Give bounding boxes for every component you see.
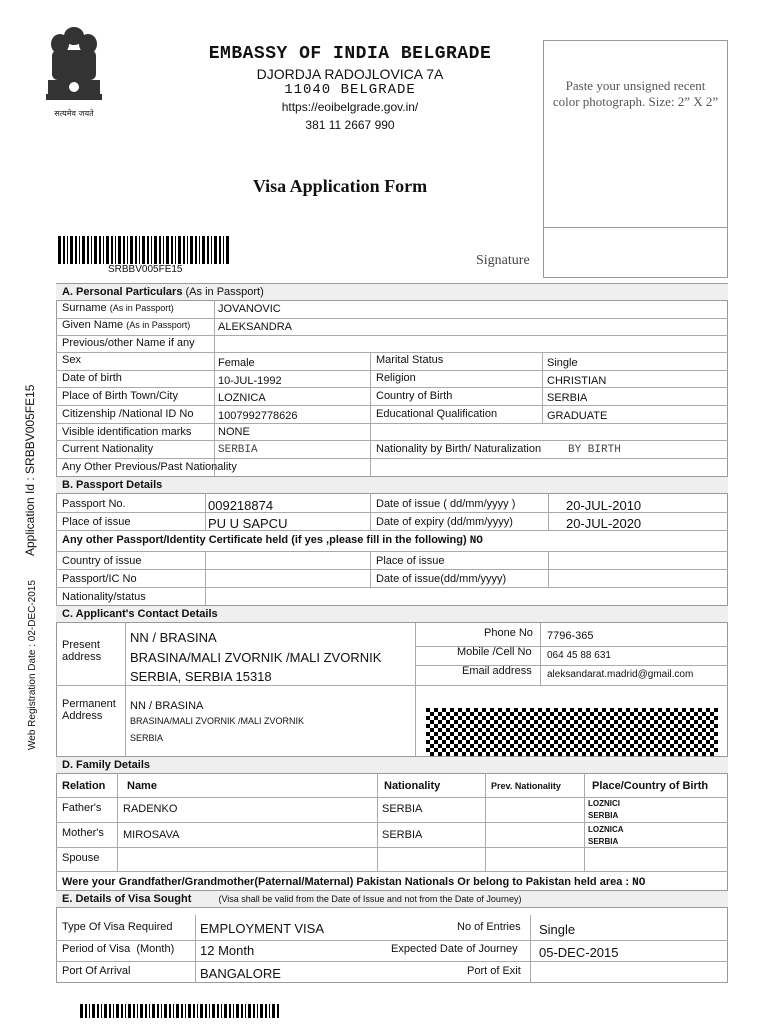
- col-prev-nationality: Prev. Nationality: [491, 781, 561, 791]
- section-d-header: D. Family Details: [56, 756, 728, 774]
- marks-value: NONE: [218, 426, 250, 438]
- place-of-issue-label: Place of issue: [62, 516, 131, 528]
- religion-value: CHRISTIAN: [547, 375, 607, 387]
- pob-label: Place of Birth Town/City: [62, 390, 178, 402]
- nationality-by-label: Nationality by Birth/ Naturalization: [376, 443, 542, 455]
- cob-label: Country of Birth: [376, 390, 453, 402]
- other-passport-question: Any other Passport/Identity Certificate held (if yes ,please fill in the following) NO: [62, 534, 483, 547]
- religion-label: Religion: [376, 372, 416, 384]
- bottom-barcode-image: [80, 1004, 280, 1018]
- citizenship-label: Citizenship /National ID No: [62, 408, 194, 420]
- sex-value: Female: [218, 357, 255, 369]
- application-id-vertical: Application Id : SRBBV005FE15: [23, 384, 37, 556]
- passport-no-label: Passport No.: [62, 498, 126, 510]
- cob-value: SERBIA: [547, 392, 588, 404]
- nationality-by-value: BY BIRTH: [568, 444, 621, 456]
- visa-period-value: 12 Month: [200, 943, 255, 958]
- marital-status-label: Marital Status: [376, 354, 444, 366]
- country-of-issue-label: Country of issue: [62, 555, 142, 567]
- nationality-value: SERBIA: [218, 444, 258, 456]
- father-place-city: LOZNICI: [588, 799, 620, 808]
- other-issue-date-label: Date of issue(dd/mm/yyyy): [376, 573, 507, 585]
- surname-value: JOVANOVIC: [218, 303, 281, 315]
- journey-date-value: 05-DEC-2015: [539, 945, 619, 960]
- issue-date-value: 20-JUL-2010: [566, 498, 642, 513]
- other-place-of-issue-label: Place of issue: [376, 555, 445, 567]
- spouse-relation: Spouse: [62, 852, 100, 864]
- mother-name: MIROSAVA: [123, 829, 180, 841]
- expiry-date-label: Date of expiry (dd/mm/yyyy): [376, 516, 513, 528]
- embassy-address-line1: DJORDJA RADOJLOVICA 7A: [256, 66, 444, 82]
- sex-label: Sex: [62, 354, 81, 366]
- embassy-address-line2: 11040 BELGRADE: [284, 82, 416, 98]
- present-address-line2: BRASINA/MALI ZVORNIK /MALI ZVORNIK: [130, 650, 382, 665]
- passport-no-value: 009218874: [208, 498, 274, 513]
- given-name-value: ALEKSANDRA: [218, 321, 292, 333]
- father-name: RADENKO: [123, 803, 178, 815]
- surname-label: Surname (As in Passport): [62, 302, 174, 314]
- place-of-issue-value: PU U SAPCU: [208, 516, 288, 531]
- section-e-header: E. Details of Visa Sought (Visa shall be valid from the Date of Issue and not from the Date of Journey): [56, 890, 728, 908]
- ic-no-label: Passport/IC No: [62, 573, 137, 585]
- col-nationality: Nationality: [384, 780, 441, 792]
- email-value: aleksandarat.madrid@gmail.com: [547, 669, 694, 680]
- col-place-of-birth: Place/Country of Birth: [592, 780, 709, 792]
- permanent-address-line2: BRASINA/MALI ZVORNIK /MALI ZVORNIK: [130, 716, 305, 726]
- other-nationality-label: Any Other Previous/Past Nationality: [62, 461, 237, 473]
- expiry-date-value: 20-JUL-2020: [566, 516, 642, 531]
- visa-type-value: EMPLOYMENT VISA: [200, 921, 325, 936]
- permanent-address-line3: SERBIA: [130, 733, 164, 743]
- port-arrival-value: BANGALORE: [200, 966, 281, 981]
- section-c-header: C. Applicant's Contact Details: [56, 605, 728, 623]
- embassy-website: https://eoibelgrade.gov.in/: [281, 100, 419, 114]
- education-value: GRADUATE: [547, 410, 608, 422]
- marital-status-value: Single: [547, 357, 578, 369]
- section-b-header: B. Passport Details: [56, 476, 728, 494]
- present-address-line3: SERBIA, SERBIA 15318: [130, 669, 272, 684]
- previous-name-label: Previous/other Name if any: [62, 337, 195, 349]
- mobile-value: 064 45 88 631: [547, 650, 611, 661]
- visa-period-label: Period of Visa (Month): [62, 943, 175, 955]
- father-nationality: SERBIA: [382, 803, 423, 815]
- col-name: Name: [127, 780, 157, 792]
- pob-value: LOZNICA: [218, 392, 266, 404]
- mother-relation: Mother's: [62, 827, 104, 839]
- email-label: Email address: [462, 665, 532, 677]
- entries-value: Single: [539, 922, 576, 937]
- mother-nationality: SERBIA: [382, 829, 423, 841]
- registration-date-vertical: Web Registration Date : 02-DEC-2015: [27, 580, 38, 750]
- barcode-image: [58, 236, 230, 264]
- present-address-line1: NN / BRASINA: [130, 630, 217, 645]
- education-label: Educational Qualification: [376, 408, 498, 420]
- given-name-label: Given Name (As in Passport): [62, 319, 191, 331]
- present-address-label: Present address: [62, 639, 102, 663]
- dob-label: Date of birth: [62, 372, 122, 384]
- port-arrival-label: Port Of Arrival: [62, 965, 131, 977]
- permanent-address-label: Permanent Address: [62, 698, 116, 722]
- phone-value: 7796-365: [547, 630, 594, 642]
- col-relation: Relation: [62, 780, 106, 792]
- section-a-header: A. Personal Particulars (As in Passport): [56, 283, 728, 301]
- form-title: Visa Application Form: [252, 176, 428, 196]
- visa-type-label: Type Of Visa Required: [62, 921, 173, 933]
- emblem-motto: सत्यमेव जयते: [54, 109, 94, 118]
- photo-instructions: Paste your unsigned recent color photograph. Size: 2” X 2”: [552, 78, 719, 109]
- pakistan-question: Were your Grandfather/Grandmother(Paternal/Maternal) Pakistan Nationals Or belong to Pakistan held area : NO: [62, 876, 646, 889]
- issue-date-label: Date of issue ( dd/mm/yyyy ): [376, 498, 516, 510]
- mother-place-city: LOZNICA: [588, 825, 624, 834]
- permanent-address-line1: NN / BRASINA: [130, 700, 204, 712]
- port-exit-label: Port of Exit: [467, 965, 521, 977]
- embassy-name: EMBASSY OF INDIA BELGRADE: [208, 44, 492, 64]
- citizenship-value: 1007992778626: [218, 410, 298, 422]
- marks-label: Visible identification marks: [62, 426, 192, 438]
- father-place-country: SERBIA: [588, 811, 619, 820]
- nationality-label: Current Nationality: [62, 443, 154, 455]
- photo-box: [543, 40, 728, 278]
- journey-date-label: Expected Date of Journey: [391, 943, 518, 955]
- phone-label: Phone No: [484, 627, 533, 639]
- father-relation: Father's: [62, 802, 102, 814]
- emblem-icon: [40, 22, 108, 122]
- dob-value: 10-JUL-1992: [218, 375, 282, 387]
- entries-label: No of Entries: [457, 921, 521, 933]
- barcode-id: SRBBV005FE15: [108, 264, 183, 275]
- nationality-status-label: Nationality/status: [62, 591, 146, 603]
- mother-place-country: SERBIA: [588, 837, 619, 846]
- mobile-label: Mobile /Cell No: [457, 646, 532, 658]
- signature-label: Signature: [476, 253, 530, 268]
- embassy-phone: 381 11 2667 990: [305, 118, 395, 132]
